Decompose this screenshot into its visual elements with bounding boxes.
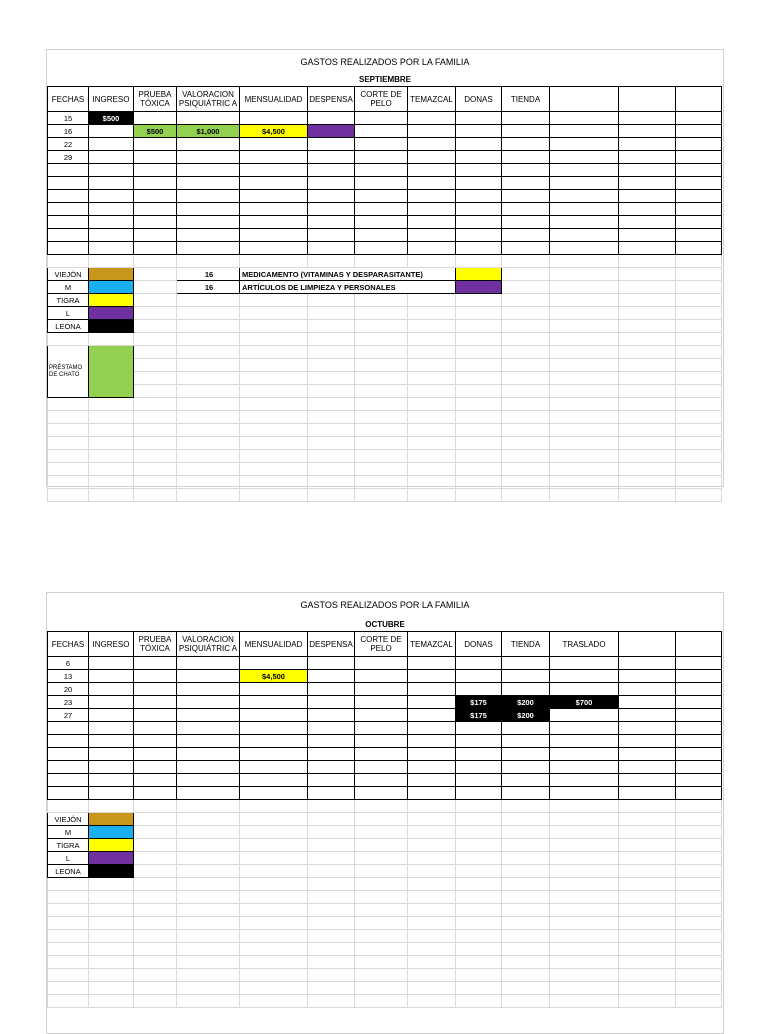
header-despensa: DESPENSA xyxy=(308,87,355,112)
legend-row xyxy=(48,307,722,320)
legend-label: LEONA xyxy=(48,865,89,878)
prestamo-swatch xyxy=(89,346,134,398)
date-cell: 6 xyxy=(48,657,89,670)
legend-swatch xyxy=(89,813,134,826)
note-date: 16 xyxy=(177,281,240,294)
legend-label: VIEJÓN xyxy=(48,813,89,826)
header-ingreso: INGRESO xyxy=(89,87,134,112)
legend-swatch xyxy=(89,865,134,878)
traslado-cell: $700 xyxy=(550,696,619,709)
header-empty xyxy=(676,87,722,112)
table-row xyxy=(48,657,722,670)
legend-swatch xyxy=(89,826,134,839)
legend-row xyxy=(48,865,722,878)
header-row xyxy=(48,87,722,112)
header-corte: CORTE DE PELO xyxy=(355,87,408,112)
header-donas: DONAS xyxy=(456,87,502,112)
header-valoracion: VALORACION PSIQUIÁTRIC A xyxy=(177,87,240,112)
header-valoracion: VALORACION PSIQUIÁTRIC A xyxy=(177,632,240,657)
header-ingreso: INGRESO xyxy=(89,632,134,657)
header-prueba: PRUEBA TÓXICA xyxy=(134,632,177,657)
legend-swatch xyxy=(89,294,134,307)
legend-row xyxy=(48,852,722,865)
date-cell: 27 xyxy=(48,709,89,722)
note-swatch xyxy=(456,281,502,294)
header-temazcal: TEMAZCAL xyxy=(408,632,456,657)
legend-label: M xyxy=(48,281,89,294)
header-fechas: FECHAS xyxy=(48,87,89,112)
despensa-cell xyxy=(308,125,355,138)
donas-cell: $175 xyxy=(456,709,502,722)
sheet-title: GASTOS REALIZADOS POR LA FAMILIA xyxy=(300,600,470,610)
legend-label: L xyxy=(48,852,89,865)
header-fechas: FECHAS xyxy=(48,632,89,657)
legend-label: LEONA xyxy=(48,320,89,333)
legend-swatch xyxy=(89,268,134,281)
legend-row xyxy=(48,320,722,333)
table-row xyxy=(48,709,722,722)
header-empty xyxy=(619,87,676,112)
header-row xyxy=(48,632,722,657)
expense-table xyxy=(47,86,722,502)
legend-label: M xyxy=(48,826,89,839)
header-traslado: TRASLADO xyxy=(550,632,619,657)
header-empty xyxy=(619,632,676,657)
sheet-octubre xyxy=(46,592,724,1034)
date-cell: 13 xyxy=(48,670,89,683)
prueba-cell: $500 xyxy=(134,125,177,138)
table-row xyxy=(48,670,722,683)
date-cell: 22 xyxy=(48,138,89,151)
header-temazcal: TEMAZCAL xyxy=(408,87,456,112)
legend-row xyxy=(48,268,722,281)
header-prueba: PRUEBA TÓXICA xyxy=(134,87,177,112)
header-empty xyxy=(550,87,619,112)
legend-row xyxy=(48,281,722,294)
note-swatch xyxy=(456,268,502,281)
prestamo-label: PRÉSTAMO DE CHATO xyxy=(48,346,89,398)
valoracion-cell: $1,000 xyxy=(177,125,240,138)
header-despensa: DESPENSA xyxy=(308,632,355,657)
sheet-septiembre xyxy=(46,49,724,487)
prestamo-row xyxy=(48,346,722,359)
legend-swatch xyxy=(89,281,134,294)
date-cell: 29 xyxy=(48,151,89,164)
header-corte: CORTE DE PELO xyxy=(355,632,408,657)
table-row xyxy=(48,112,722,125)
legend-label: VIEJÓN xyxy=(48,268,89,281)
legend-row xyxy=(48,839,722,852)
legend-label: TIGRA xyxy=(48,839,89,852)
date-cell: 16 xyxy=(48,125,89,138)
table-row xyxy=(48,138,722,151)
month-label: SEPTIEMBRE xyxy=(358,75,411,84)
legend-swatch xyxy=(89,852,134,865)
legend-label: L xyxy=(48,307,89,320)
header-tienda: TIENDA xyxy=(502,632,550,657)
legend-row xyxy=(48,294,722,307)
date-cell: 15 xyxy=(48,112,89,125)
legend-swatch xyxy=(89,320,134,333)
date-cell: 23 xyxy=(48,696,89,709)
sheet-title: GASTOS REALIZADOS POR LA FAMILIA xyxy=(300,57,470,67)
tienda-cell: $200 xyxy=(502,696,550,709)
header-mensualidad: MENSUALIDAD xyxy=(240,632,308,657)
legend-label: TIGRA xyxy=(48,294,89,307)
table-row xyxy=(48,683,722,696)
legend-swatch xyxy=(89,307,134,320)
header-empty xyxy=(676,632,722,657)
tienda-cell: $200 xyxy=(502,709,550,722)
donas-cell: $175 xyxy=(456,696,502,709)
table-row xyxy=(48,125,722,138)
date-cell: 20 xyxy=(48,683,89,696)
header-tienda: TIENDA xyxy=(502,87,550,112)
note-text: ARTÍCULOS DE LIMPIEZA Y PERSONALES xyxy=(240,281,456,294)
header-mensualidad: MENSUALIDAD xyxy=(240,87,308,112)
note-text: MEDICAMENTO (VITAMINAS Y DESPARASITANTE) xyxy=(240,268,456,281)
month-label: OCTUBRE xyxy=(365,620,405,629)
header-donas: DONAS xyxy=(456,632,502,657)
table-row xyxy=(48,151,722,164)
expense-table xyxy=(47,631,722,1008)
mensualidad-cell: $4,500 xyxy=(240,670,308,683)
note-date: 16 xyxy=(177,268,240,281)
legend-row xyxy=(48,813,722,826)
table-row xyxy=(48,696,722,709)
legend-row xyxy=(48,826,722,839)
legend-swatch xyxy=(89,839,134,852)
ingreso-cell: $500 xyxy=(89,112,134,125)
mensualidad-cell: $4,500 xyxy=(240,125,308,138)
